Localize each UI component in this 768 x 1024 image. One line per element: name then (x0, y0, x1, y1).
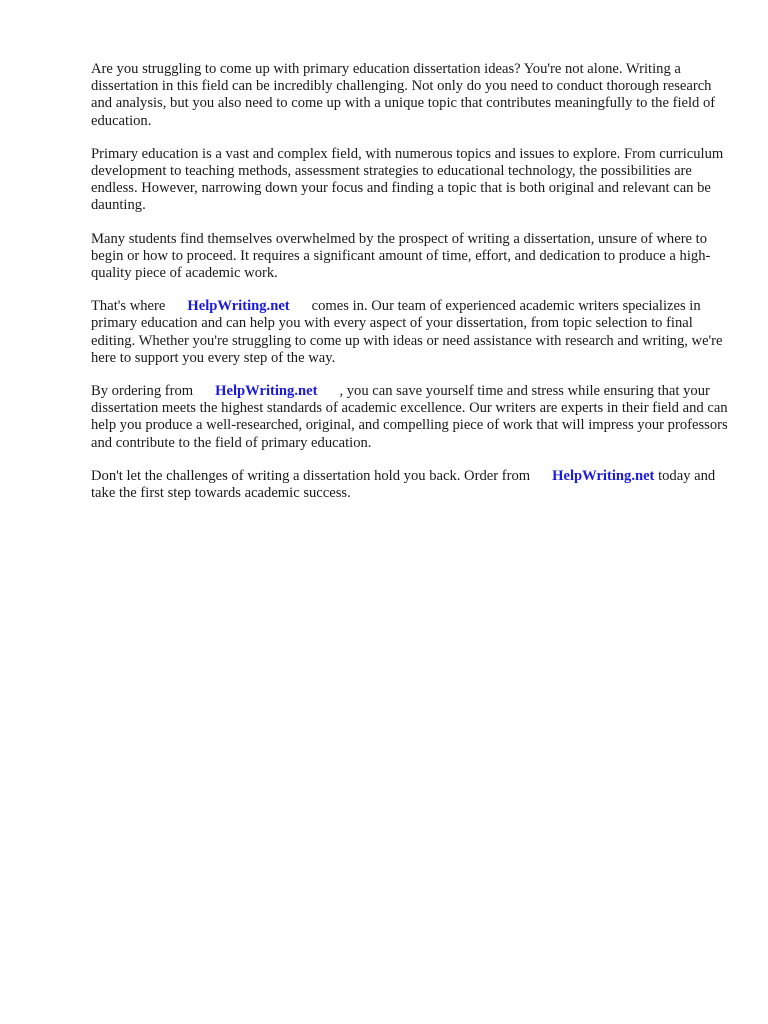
paragraph-cta (91, 468, 731, 502)
paragraph-cta-text-before: Don't let the challenges of writing a dissertation hold you back. Order from (91, 467, 531, 484)
helpwriting-link-3[interactable]: HelpWriting.net (552, 467, 655, 484)
paragraph-overwhelmed (91, 231, 731, 283)
paragraph-field (91, 146, 731, 215)
paragraph-intro-text: Are you struggling to come up with primary education dissertation ideas? You're not alone. Writing a dissertation in this field can be incredibly challenging. Not only do you need to conduct thorough research and analysis, but you also need to come up with a unique topic that contributes meaningfully to the field of education. (91, 61, 716, 129)
paragraph-service (91, 298, 731, 367)
paragraph-overwhelmed-text: Many students find themselves overwhelmed by the prospect of writing a dissertation, unsure of where to begin or how to proceed. It requires a significant amount of time, effort, and dedication to produce a high-quality piece of academic work. (91, 230, 711, 282)
paragraph-service-text-after: comes in. Our team of experienced academic writers specializes in primary education and can help you with every aspect of your dissertation, from topic selection to final editing. Whether you're struggling to come up with ideas or need assistance with research and writing, we're here to support you every step of the way. (91, 298, 723, 366)
helpwriting-link-1[interactable]: HelpWriting.net (187, 298, 290, 315)
paragraph-ordering (91, 383, 731, 452)
helpwriting-link-2[interactable]: HelpWriting.net (215, 383, 318, 400)
paragraph-ordering-text-before: By ordering from (91, 383, 194, 400)
document-body (91, 61, 731, 518)
paragraph-cta-text-after: today and take the first step towards academic success. (91, 467, 716, 502)
paragraph-intro (91, 61, 731, 130)
paragraph-field-text: Primary education is a vast and complex field, with numerous topics and issues to explore. From curriculum development to teaching methods, assessment strategies to educational technology, the possibilities are endless. However, narrowing down your focus and finding a topic that is both original and relevant can be daunting. (91, 145, 724, 214)
paragraph-service-text-before: That's where (91, 298, 166, 315)
paragraph-ordering-text-after: , you can save yourself time and stress while ensuring that your dissertation meets the highest standards of academic excellence. Our writers are experts in their field and can help you produce a well-researched, original, and compelling piece of work that will impress your professors and contribute to the field of primary education. (91, 383, 728, 451)
